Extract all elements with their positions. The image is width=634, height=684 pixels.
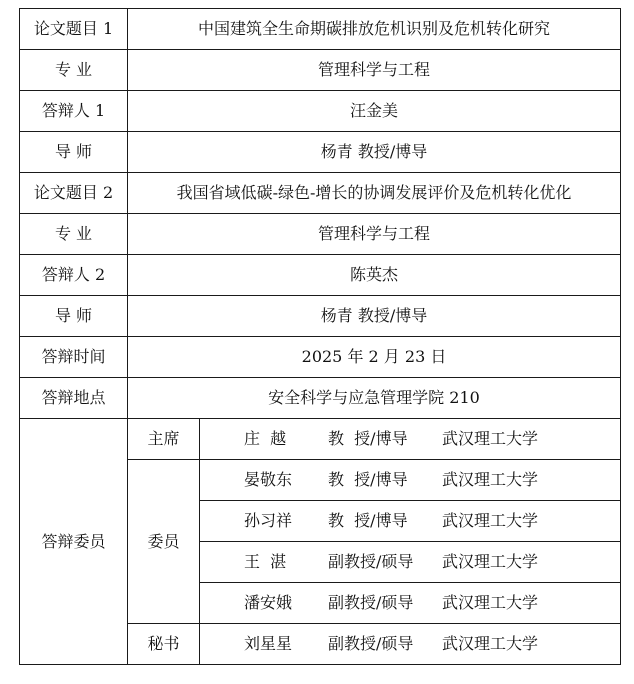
thesis-2-label: 论文题目 2	[20, 173, 128, 214]
defense-place-label: 答辩地点	[20, 378, 128, 419]
major-1-label: 专 业	[20, 50, 128, 91]
row-major-2	[20, 214, 621, 255]
row-defense-place	[20, 378, 621, 419]
row-defense-time	[20, 337, 621, 378]
member-role: 委员	[128, 460, 200, 624]
member-unit: 武汉理工大学	[442, 552, 539, 571]
thesis-1-label: 论文题目 1	[20, 9, 128, 50]
member-unit: 武汉理工大学	[442, 511, 539, 530]
member-name: 庄 越	[244, 429, 287, 448]
row-thesis-2	[20, 173, 621, 214]
major-2-label: 专 业	[20, 214, 128, 255]
member-unit: 武汉理工大学	[442, 593, 539, 612]
member-title: 教 授/博导	[328, 429, 408, 448]
defense-time-value: 2025 年 2 月 23 日	[128, 337, 621, 378]
secretary-role: 秘书	[128, 624, 200, 665]
advisor-2-label: 导 师	[20, 296, 128, 337]
member-unit: 武汉理工大学	[442, 634, 539, 653]
row-advisor-1	[20, 132, 621, 173]
committee-member-cell	[200, 624, 621, 665]
member-unit: 武汉理工大学	[442, 429, 539, 448]
member-title: 副教授/硕导	[328, 552, 414, 571]
student-2-label: 答辩人 2	[20, 255, 128, 296]
defense-place-value: 安全科学与应急管理学院 210	[128, 378, 621, 419]
defense-info-table	[19, 8, 621, 665]
committee-member-cell	[200, 460, 621, 501]
thesis-2-title: 我国省域低碳-绿色-增长的协调发展评价及危机转化优化	[128, 173, 621, 214]
member-name: 刘星星	[244, 634, 293, 653]
advisor-1-label: 导 师	[20, 132, 128, 173]
student-1-label: 答辩人 1	[20, 91, 128, 132]
major-2-value: 管理科学与工程	[128, 214, 621, 255]
member-name: 孙习祥	[244, 511, 293, 530]
committee-row	[20, 419, 621, 460]
row-student-1	[20, 91, 621, 132]
member-title: 副教授/硕导	[328, 634, 414, 653]
committee-member-cell	[200, 542, 621, 583]
advisor-2-value: 杨青 教授/博导	[128, 296, 621, 337]
defense-time-label: 答辩时间	[20, 337, 128, 378]
committee-member-cell	[200, 419, 621, 460]
row-thesis-1	[20, 9, 621, 50]
student-1-name: 汪金美	[128, 91, 621, 132]
committee-label: 答辩委员	[20, 419, 128, 665]
committee-member-cell	[200, 583, 621, 624]
member-name: 潘安娥	[244, 593, 293, 612]
row-advisor-2	[20, 296, 621, 337]
member-unit: 武汉理工大学	[442, 470, 539, 489]
row-student-2	[20, 255, 621, 296]
member-name: 王 湛	[244, 552, 287, 571]
member-title: 副教授/硕导	[328, 593, 414, 612]
chair-role: 主席	[128, 419, 200, 460]
advisor-1-value: 杨青 教授/博导	[128, 132, 621, 173]
thesis-1-title: 中国建筑全生命期碳排放危机识别及危机转化研究	[128, 9, 621, 50]
row-major-1	[20, 50, 621, 91]
member-title: 教 授/博导	[328, 511, 408, 530]
major-1-value: 管理科学与工程	[128, 50, 621, 91]
member-title: 教 授/博导	[328, 470, 408, 489]
student-2-name: 陈英杰	[128, 255, 621, 296]
member-name: 晏敬东	[244, 470, 293, 489]
committee-member-cell	[200, 501, 621, 542]
